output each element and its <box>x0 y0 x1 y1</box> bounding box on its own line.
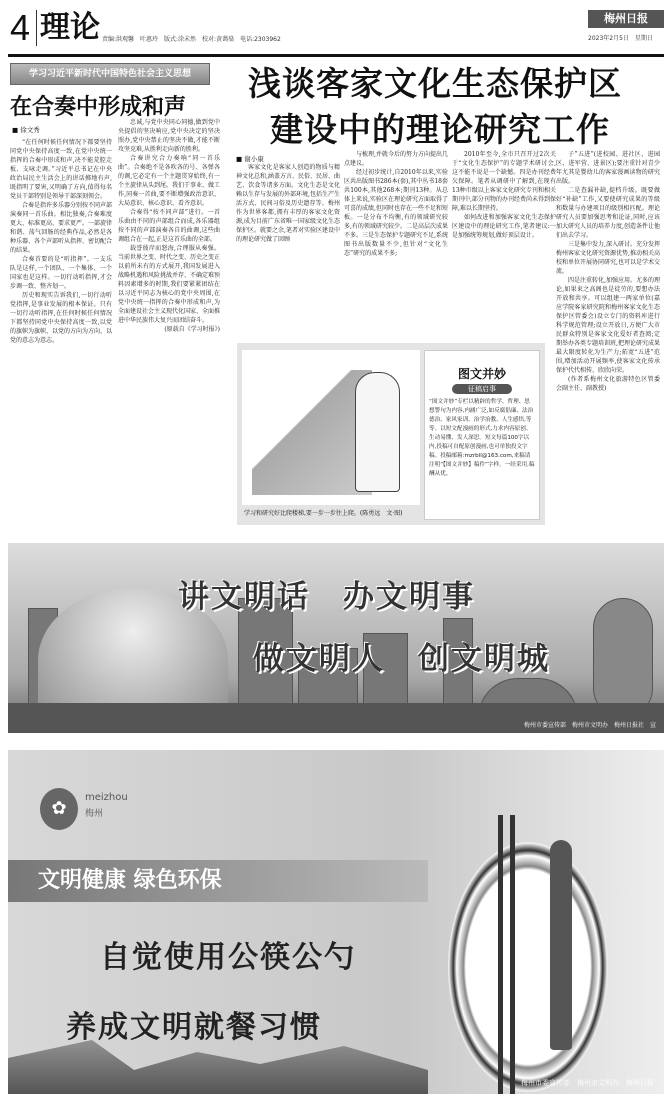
city-logo-en: meizhou <box>85 792 128 803</box>
column-notice-box <box>424 350 540 520</box>
header-rule <box>8 54 664 57</box>
paragraph: 四是注重转化,加强应用。尤多的理论,如果束之高阁也是徒劳的,要想办法开放和共享。可以组建一两家单位(嘉应学院客家研究院和梅州客家文化生态保护区管委会)设立专门的资料库进行科学规范管理;设立开放日,方便广大市民群众特别是客家文化爱好者查阅;定期举办各类专题培训班,把理论研究成果最大限度转化为生产力;拓宽“五进”范围,增加活动开展频率,使客家文化传承保护代代相传、欣欣向荣。 <box>556 277 660 374</box>
paragraph: 忠诚,与党中央同心同德,做到党中央提倡的坚决响应,党中央决定的坚决照办,党中央禁止的坚决不做,才能不断攻坚克难,从胜利走向新的胜利。 <box>118 119 220 153</box>
paragraph: 与梳理,并就今后的努力方向提出几点建议。 <box>344 151 448 167</box>
reading-figure-illustration <box>355 372 400 492</box>
chopstick-illustration <box>498 815 503 1094</box>
article-column-2 <box>118 118 220 538</box>
cartoon-caption: 学习和研究好比爬楼梯,要一步一步往上爬。(陈勇远 文·图) <box>244 510 403 517</box>
paragraph: 如何改进和加强客家文化生态保护区建设中的理论研究工作,笔者建议:一是加强统筹规划,做好顶层设计。 <box>452 214 556 239</box>
banner-slogan-line-1: 自觉使用公筷公勺 <box>100 940 356 975</box>
banner-slogan-line-2: 养成文明就餐习惯 <box>66 1010 322 1045</box>
article-column-3 <box>452 150 556 335</box>
article-author: ■ 徐文秀 <box>12 126 40 134</box>
plum-flower-logo-icon: ✿ <box>40 788 78 830</box>
paragraph: 合奏是指许多乐器分别按不同声部演奏同一首乐曲。相比独奏,合奏难度更大、标准更高、要求更严。一部旋律和谐、荡气回肠的经典作品,必然是各种乐器、各个声部听从指挥、密切配合的结果。 <box>10 202 112 254</box>
header-divider <box>36 10 37 46</box>
column-banner: 学习习近平新时代中国特色社会主义思想 <box>10 63 210 85</box>
stairs-illustration <box>252 370 372 495</box>
paragraph: 客家文化是客家人创造的物质与精神文化总和,涵盖方言、民俗、民居、曲艺、饮食等诸多方面。文化生态是文化赖以生存与发展的外部环境,包括生产生活方式、民间习俗及历史遗存等。梅州作为世界客都,拥有丰厚的客家文化资源,成为目前广东省唯一国家级文化生态保护区。就要之余,笔者对实验区建设中的理论研究做了回顾 <box>236 164 340 243</box>
paragraph: “在任何时候任何情况下都要坚持同党中央保持高度一致,在党中央统一指挥的合奏中形成和声,决不能荒腔走板、支咏走调。”习近平总书记在中央政治局民主生活会上的讲话掷地有声,既指明了要害,又明确了方向,值得每名党员干部特别是领导干部深刻领会。 <box>10 139 112 200</box>
banner-credit: 梅州市委宣传部 梅州市文明办 梅州日报社 宣 <box>523 722 656 729</box>
paragraph: 二是查漏补缺,提档升级。既要做好“补缺”工作,又要使研究成果的等级和数量与办建项目的级别相匹配。理论研究人员要加强思考和论证,同时,应该加大研究人员的培养力度,创造条件让他们出去学习。 <box>556 187 660 239</box>
city-logo-cn: 梅州 <box>85 809 104 819</box>
article-column-1 <box>10 138 112 538</box>
tree-illustration <box>593 598 653 718</box>
paragraph: 三是集中发力,深入研讨。充分发挥梅州客家文化研究资源优势,推动相关高校和单位开展协同研究,也可以是学术交流。 <box>556 241 660 275</box>
paragraph: 载誉彼岸而怒海,合理服从奏强。当前世界之变、时代之变、历史之变正以前所未有的方式展开,我国发展进入战略机遇和风险挑战并存、不确定难预料因素增多的时期,我们要紧紧团结在以习近平同志为核心的党中央周围,在党中央统一指挥的合奏中形成和声,为全面建设社会主义现代化国家、全面推进中华民族伟大复兴而团结奋斗。 <box>118 245 220 324</box>
paragraph: 合奏首要的是“听指挥”。一支乐队是这样,一个团队、一个集体、一个国家也是这样。一切行动听指挥,才会步调一致、整齐划一。 <box>10 256 112 290</box>
article-author: ■ 谢小康 <box>236 155 264 163</box>
banner-slogan-line-2: 做文明人 创文明城 <box>253 641 550 677</box>
article-source: (原载自《学习时报》) <box>164 326 220 333</box>
staff-credits: 责编:洪观馨 叶惠玲 版式:涂未然 校对:黄蔼燊 电话:2303962 <box>102 36 281 43</box>
author-note: (作者系梅州文化旅游特色区管委会副主任、副教授) <box>556 376 660 392</box>
article-column-4 <box>556 150 660 538</box>
article-title-line-2: 建设中的理论研究工作 <box>270 110 610 149</box>
paragraph: 合奏讲究合力奏响“同一首乐曲”。合奏绝不是各吹各的号、各弹各的调,它必定有一个主题贯穿始终,有一个主旋律从头到尾。我们干事业、做工作,同奏一首曲,要不断增强政治意识、大局意识、核心意识、看齐意识。 <box>118 155 220 207</box>
article-column-1 <box>236 163 340 335</box>
column-notice-text: “图文并妙”专栏以精辟的哲学、哲理、思想警句为内容,内涵广泛,如反腐倡廉、法治德治、家风家训、治学治教、人生感悟,等等。以短文配漫画的形式,力求内容原创、生动易懂、发人深思。短文每篇100字以内,投稿可自配原创漫画,也可单独投文字稿。投稿邮箱:mzrbll@163.com,来稿请注明“【图文并妙】稿件”字样。一经采用,稿酬从优。 <box>429 399 535 477</box>
paragraph: 2010年至今,全市只召开过2次关于“文化生态保护”的专题学术研讨会,这不能不说是一个缺憾。四是办刊经费欠保障。笔者从调研中了解到,在现有13种市级以上客家文化研究专刊和相关期刊中,部分刊物的办刊经费尚未得到保障,难以长期坚持。 <box>452 151 556 212</box>
paragraph: 子”五进”(进校园、进社区、进园区、进军营、进景区);要注重针对青少年尤其是婴幼儿的客家漫画读物的研究出版。 <box>556 151 660 185</box>
spoon-illustration <box>550 840 572 1050</box>
plate-illustration <box>448 842 608 1092</box>
column-logo: 图文并妙 <box>457 367 506 381</box>
chopstick-illustration <box>510 815 515 1094</box>
paragraph: 经过初步统计,自2010年以来,实验区共出版图书286本(套),其中丛书18套共100本,其他268本;期刊13种。从总体上来说,实验区在理论研究方面取得了可喜的成绩,但同时也存在一些不足和短板。一是分布不均衡,有的领域研究较多,有的领域研究较少。二是高层次成果不多。三是生态保护专题研究不足,系统图书出版数量不少,但针对“文化生态”研究的成果不多; <box>344 169 448 257</box>
slogan-bar: 文明健康 绿色环保 <box>8 860 428 902</box>
civility-banner <box>8 543 664 733</box>
article-column-2 <box>344 150 448 335</box>
article-title: 在合奏中形成和声 <box>10 94 187 120</box>
paragraph: 合奏得“按不同声部”进行。一首乐曲由不同的声部组合而成,各乐器组按不同的声部演奏各自的曲调,这些曲调组合在一起,正是这首乐曲的全部。 <box>118 209 220 243</box>
banner-credit: 梅州市委宣传部 梅州市文明办 梅州日报 <box>521 1079 654 1087</box>
banner-slogan-line-1: 讲文明话 办文明事 <box>178 579 475 615</box>
article-title-line-1: 浅谈客家文化生态保护区 <box>248 64 622 103</box>
issue-date: 2023年2月5日 星期日 <box>588 35 653 42</box>
page-number: 4 <box>10 7 31 48</box>
newspaper-logo: 梅州日报 <box>588 10 664 28</box>
column-subtitle: 征稿启事 <box>452 384 512 394</box>
paragraph: 历史和现实告诉我们,一切行动听党指挥,是事业发展的根本保证。只有一切行动听指挥,在任何时候任何情况下都坚持同党中央保持高度一致,以党的旗帜为旗帜、以党的方向为方向、以党的意志为意志。 <box>10 292 112 344</box>
section-title: 理论 <box>40 10 100 45</box>
public-chopsticks-banner <box>8 750 664 1094</box>
